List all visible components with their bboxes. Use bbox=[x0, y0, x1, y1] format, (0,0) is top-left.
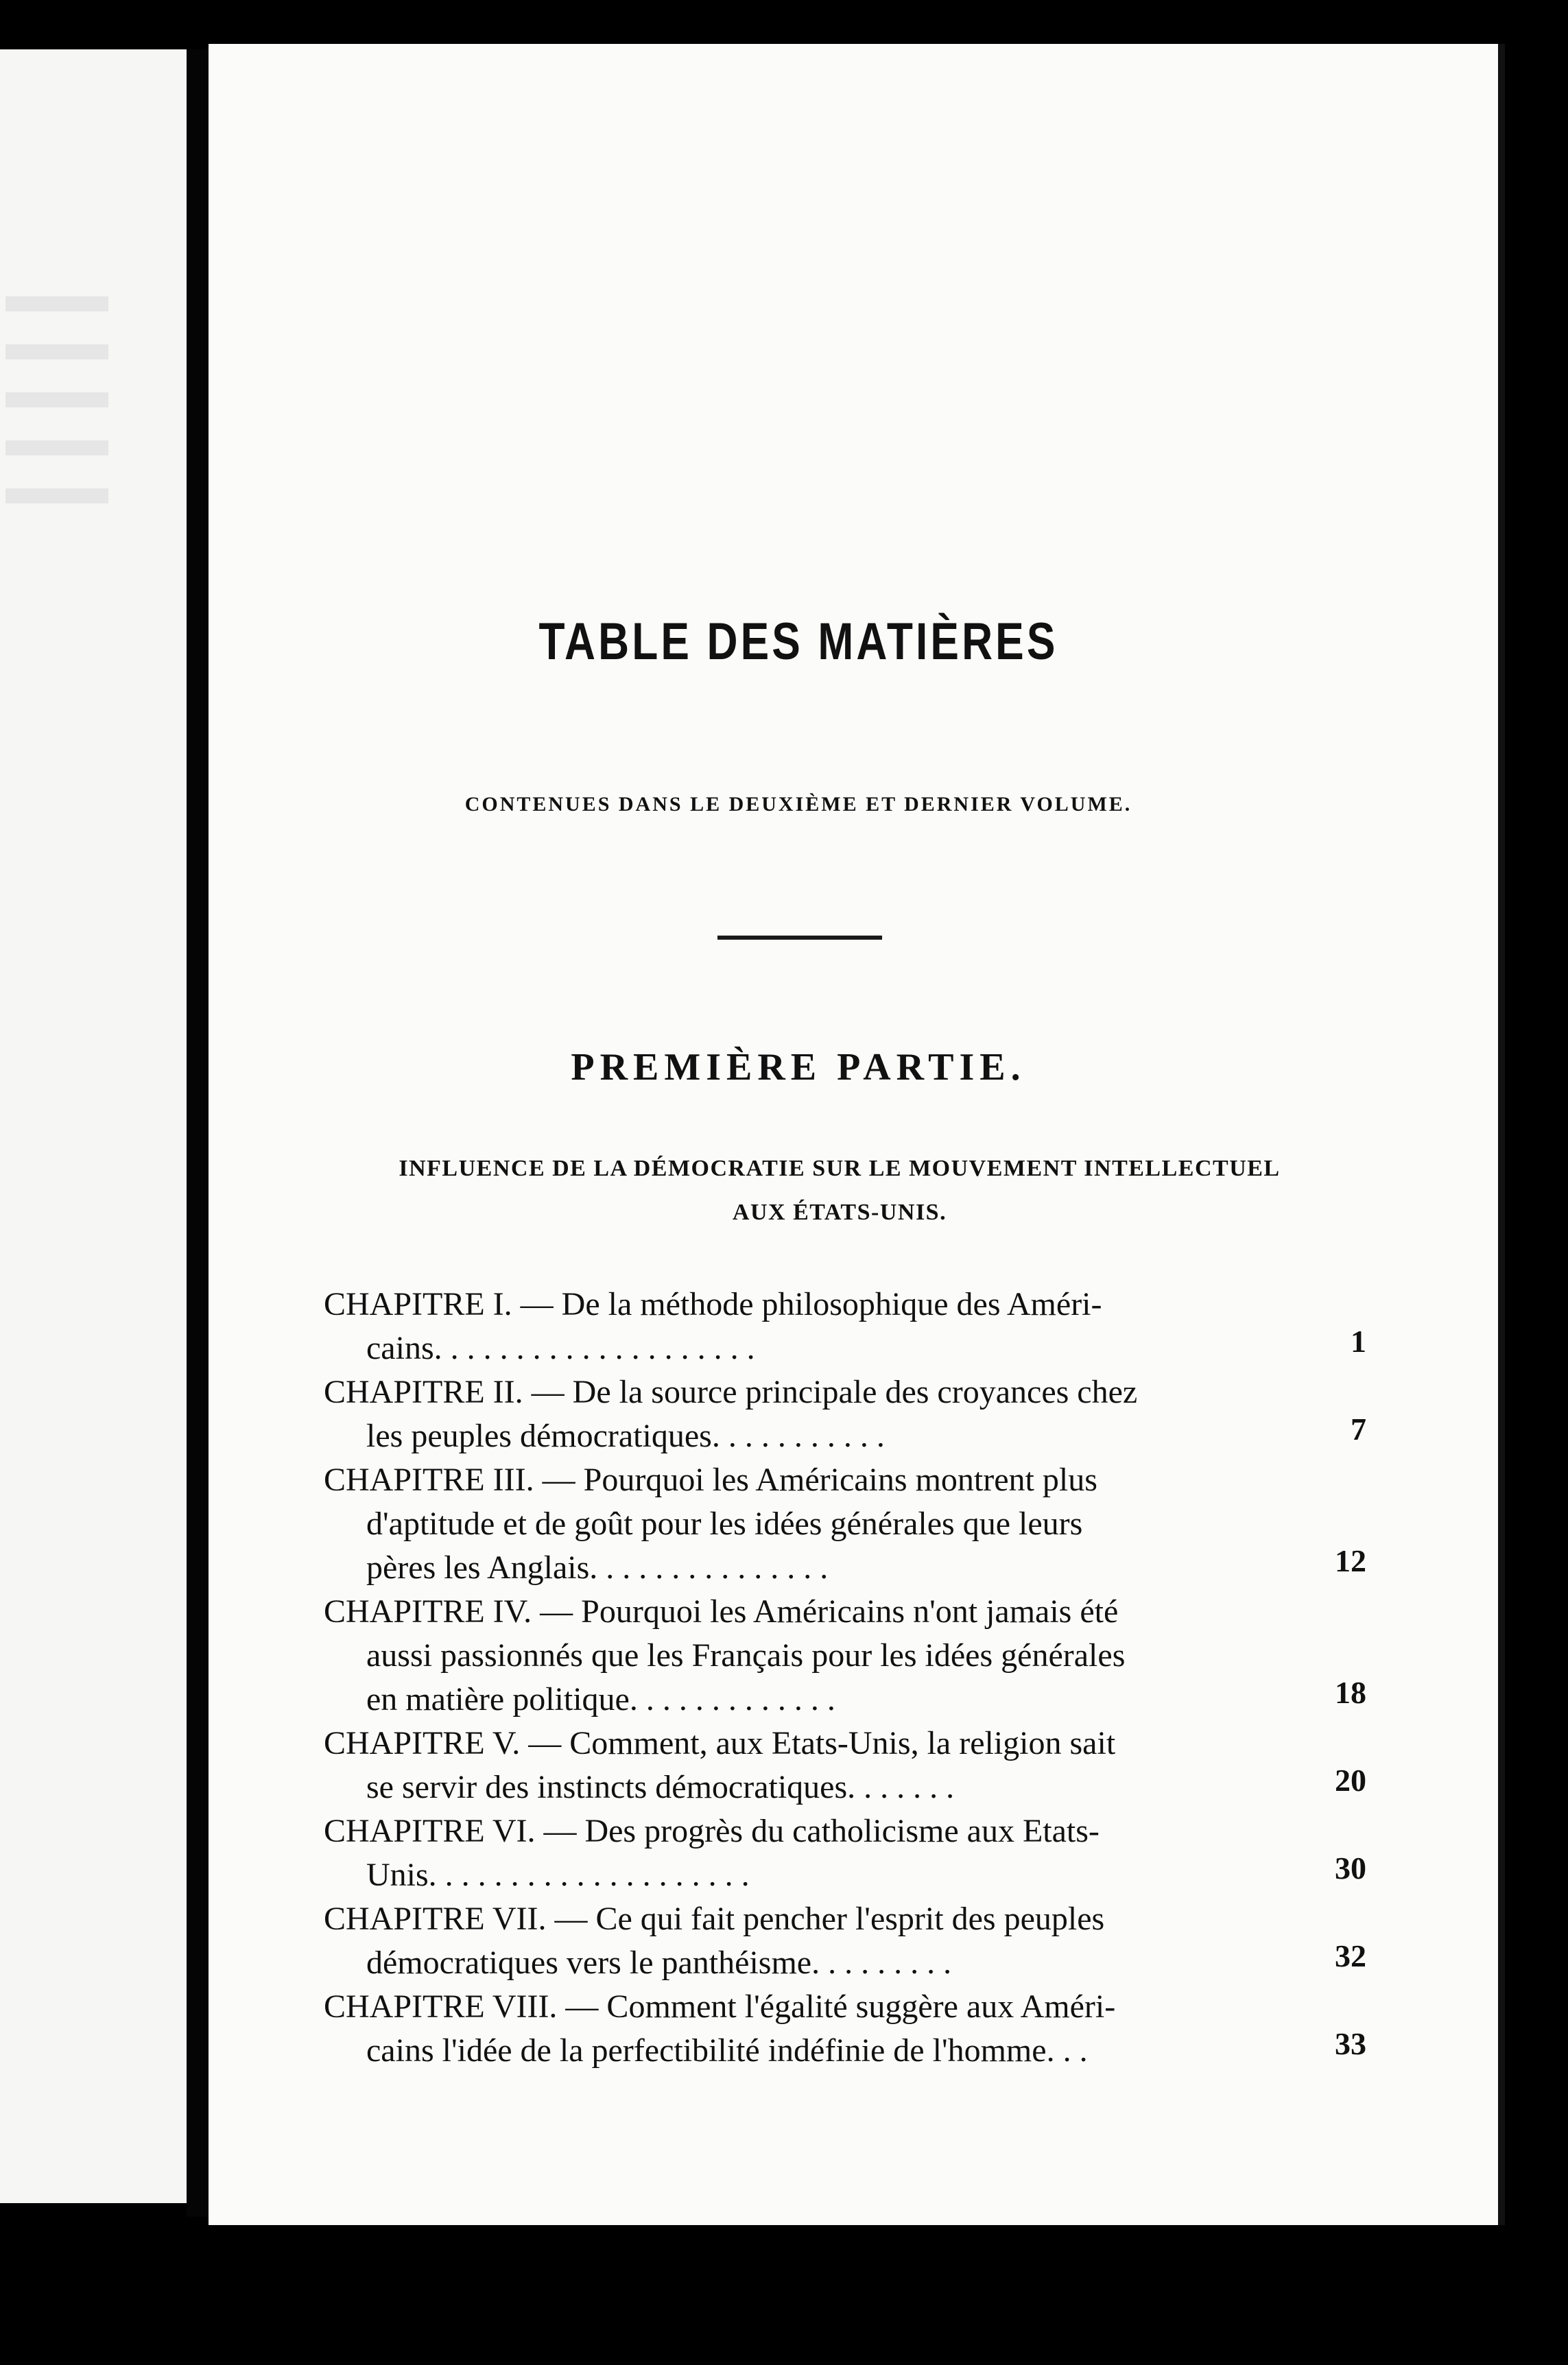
toc-page-number: 30 bbox=[1335, 1851, 1366, 1886]
toc-entry bbox=[324, 1590, 1366, 1722]
book-gutter bbox=[187, 49, 209, 2217]
part-subtitle-line: AUX ÉTATS-UNIS. bbox=[732, 1200, 947, 1225]
toc-page-number: 1 bbox=[1351, 1324, 1366, 1359]
page-edge-shadow bbox=[1498, 44, 1505, 2225]
toc-entry-heading: CHAPITRE VI. — Des progrès du catholicisme aux Etats- bbox=[324, 1813, 1100, 1849]
toc-entry bbox=[324, 1370, 1366, 1458]
bleed-through-text bbox=[5, 440, 108, 455]
toc-entry-heading: CHAPITRE II. — De la source principale des croyances chez bbox=[324, 1374, 1138, 1410]
toc-page-number: 12 bbox=[1335, 1543, 1366, 1578]
bleed-through-text bbox=[5, 296, 108, 311]
toc-entry bbox=[324, 1897, 1366, 1985]
toc-page-number: 7 bbox=[1351, 1412, 1366, 1447]
page-title: TABLE DES MATIÈRES bbox=[538, 613, 1058, 671]
toc-page-number: 33 bbox=[1335, 2026, 1366, 2061]
divider-rule bbox=[717, 936, 882, 940]
table-of-contents bbox=[324, 1283, 1366, 2073]
toc-entry-continuation: Unis. . . . . . . . . . . . . . . . . . . . bbox=[366, 1857, 750, 1893]
facing-page-edge bbox=[0, 49, 187, 2203]
toc-page-number: 20 bbox=[1335, 1763, 1366, 1798]
toc-entry-heading: CHAPITRE I. — De la méthode philosophique des Améri- bbox=[324, 1286, 1102, 1322]
toc-entry-heading: CHAPITRE IV. — Pourquoi les Américains n'ont jamais été bbox=[324, 1593, 1119, 1630]
toc-entry bbox=[324, 1722, 1366, 1809]
bleed-through-text bbox=[5, 344, 108, 359]
book-page bbox=[209, 44, 1498, 2225]
part-subtitle-line: INFLUENCE DE LA DÉMOCRATIE SUR LE MOUVEMENT INTELLECTUEL bbox=[399, 1156, 1281, 1181]
toc-entry-continuation: aussi passionnés que les Français pour les idées générales bbox=[366, 1637, 1126, 1674]
toc-entry-heading: CHAPITRE III. — Pourquoi les Américains montrent plus bbox=[324, 1462, 1097, 1498]
bleed-through-text bbox=[5, 488, 108, 503]
toc-entry-continuation: cains. . . . . . . . . . . . . . . . . . . . bbox=[366, 1330, 755, 1366]
toc-entry bbox=[324, 1985, 1366, 2073]
toc-entry-continuation: d'aptitude et de goût pour les idées générales que leurs bbox=[366, 1506, 1083, 1542]
toc-entry-continuation: cains l'idée de la perfectibilité indéfinie de l'homme. . . bbox=[366, 2032, 1088, 2069]
toc-entry bbox=[324, 1458, 1366, 1590]
toc-entry-continuation: les peuples démocratiques. . . . . . . . . . . bbox=[366, 1418, 885, 1454]
toc-entry-heading: CHAPITRE VII. — Ce qui fait pencher l'esprit des peuples bbox=[324, 1901, 1105, 1937]
toc-page-number: 32 bbox=[1335, 1938, 1366, 1973]
toc-entry-continuation: se servir des instincts démocratiques. . . . . . . bbox=[366, 1769, 955, 1805]
part-subtitle bbox=[318, 1147, 1361, 1235]
toc-entry-continuation: pères les Anglais. . . . . . . . . . . . . . . bbox=[366, 1549, 829, 1586]
bleed-through-text bbox=[5, 392, 108, 407]
part-title: PREMIÈRE PARTIE. bbox=[571, 1046, 1026, 1089]
toc-entry-continuation: démocratiques vers le panthéisme. . . . . . . . . bbox=[366, 1945, 952, 1981]
toc-entry-heading: CHAPITRE VIII. — Comment l'égalité suggère aux Améri- bbox=[324, 1988, 1116, 2025]
toc-entry-heading: CHAPITRE V. — Comment, aux Etats-Unis, la religion sait bbox=[324, 1725, 1116, 1761]
toc-entry bbox=[324, 1283, 1366, 1370]
page-subtitle: CONTENUES DANS LE DEUXIÈME ET DERNIER VOLUME. bbox=[464, 793, 1132, 816]
toc-entry-continuation: en matière politique. . . . . . . . . . . . . bbox=[366, 1681, 835, 1718]
toc-page-number: 18 bbox=[1335, 1675, 1366, 1710]
toc-entry bbox=[324, 1809, 1366, 1897]
